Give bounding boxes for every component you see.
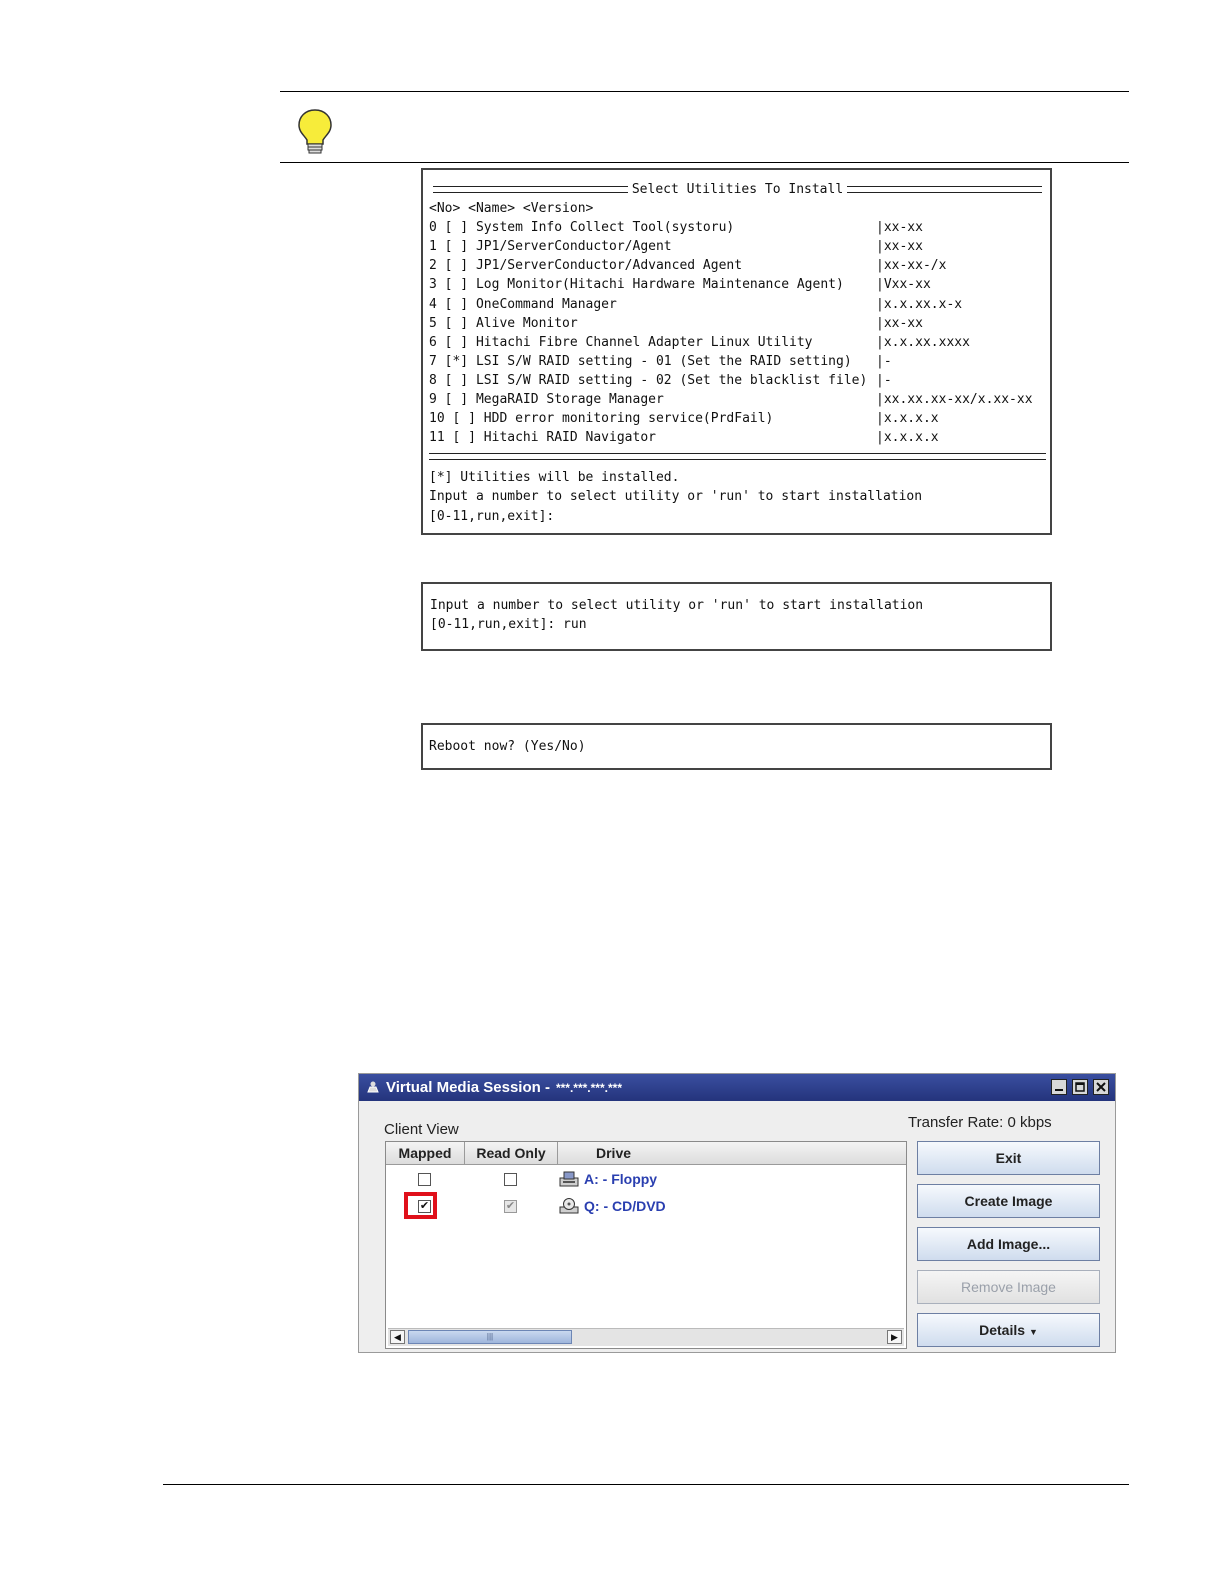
maximize-icon (1073, 1080, 1087, 1094)
utility-row (429, 275, 1046, 294)
host-address: ***.***.***.*** (555, 1081, 622, 1095)
cd-dvd-drive-icon (558, 1197, 580, 1215)
maximize-button[interactable] (1072, 1079, 1088, 1095)
minimize-button[interactable] (1051, 1079, 1067, 1095)
close-button[interactable] (1093, 1079, 1109, 1095)
scroll-left-icon[interactable]: ◀ (390, 1330, 405, 1344)
utility-row (429, 333, 1046, 352)
utility-row (429, 428, 1046, 447)
drive-table (385, 1141, 907, 1349)
header-divider-left (433, 186, 628, 193)
lightbulb-icon (296, 108, 334, 156)
details-button-label: Details (979, 1322, 1026, 1338)
utility-version: |x.x.x.x (876, 411, 939, 427)
virtual-media-window (358, 1073, 1116, 1353)
utility-name: 10 [ ] HDD error monitoring service(PrdFail) (429, 411, 774, 427)
column-headings: <No> <Name> <Version> (429, 201, 594, 217)
utility-name: 0 [ ] System Info Collect Tool(systoru) (429, 220, 735, 236)
utility-list (429, 218, 1046, 447)
list-divider (429, 453, 1046, 460)
utility-version: |xx-xx (876, 239, 923, 255)
mapped-checkbox-floppy[interactable] (418, 1173, 431, 1186)
utility-version: |xx-xx (876, 315, 923, 331)
utility-row (429, 409, 1046, 428)
utility-row (429, 237, 1046, 256)
remove-image-button: Remove Image (917, 1270, 1100, 1304)
add-image-button[interactable]: Add Image... (917, 1227, 1100, 1261)
utility-name: 6 [ ] Hitachi Fibre Channel Adapter Linux Utility (429, 334, 813, 350)
utility-version: |Vxx-xx (876, 277, 931, 293)
reboot-prompt[interactable]: Reboot now? (Yes/No) (429, 739, 586, 754)
utility-name: 7 [*] LSI S/W RAID setting - 01 (Set the RAID setting) (429, 353, 852, 369)
utility-version: |- (876, 372, 892, 388)
column-header-mapped[interactable]: Mapped (386, 1142, 465, 1165)
minimize-icon (1052, 1080, 1066, 1094)
utility-row (429, 256, 1046, 275)
prompt-input[interactable]: [0-11,run,exit]: run (430, 617, 587, 633)
exit-button[interactable]: Exit (917, 1141, 1100, 1175)
note-top-rule (280, 91, 1129, 92)
utility-version: |xx-xx-/x (876, 258, 947, 274)
java-app-icon (365, 1079, 381, 1095)
window-title: Virtual Media Session - ***.***.***.*** (386, 1079, 622, 1096)
prompt-instruction: Input a number to select utility or 'run' to start installation (429, 489, 923, 505)
read-only-checkbox-floppy[interactable] (504, 1173, 517, 1186)
column-header-read-only[interactable]: Read Only (465, 1142, 558, 1165)
utility-version: |x.x.x.x (876, 430, 939, 446)
utility-version: |xx.xx.xx-xx/x.xx-xx (876, 392, 1033, 408)
utility-row (429, 390, 1046, 409)
details-button[interactable] (917, 1313, 1100, 1347)
floppy-drive-icon (558, 1170, 580, 1188)
horizontal-scrollbar[interactable] (388, 1328, 904, 1346)
utility-name: 3 [ ] Log Monitor(Hitachi Hardware Maintenance Agent) (429, 277, 844, 293)
utility-row (429, 314, 1046, 333)
transfer-rate: Transfer Rate: 0 kbps (908, 1114, 1052, 1131)
header-divider-right (847, 186, 1042, 193)
utility-version: |xx-xx (876, 220, 923, 236)
chevron-down-icon: ▼ (1028, 1327, 1038, 1337)
title-bar[interactable] (359, 1074, 1115, 1101)
prompt-input[interactable]: [0-11,run,exit]: (429, 508, 555, 524)
reboot-prompt-screen (421, 723, 1052, 770)
scroll-right-icon[interactable]: ▶ (887, 1330, 902, 1344)
close-icon (1094, 1080, 1108, 1094)
utility-name: 5 [ ] Alive Monitor (429, 315, 578, 331)
utility-name: 8 [ ] LSI S/W RAID setting - 02 (Set the blacklist file) (429, 372, 868, 388)
page-footer-rule (163, 1484, 1129, 1485)
utility-name: 2 [ ] JP1/ServerConductor/Advanced Agent (429, 258, 743, 274)
utility-version: |- (876, 353, 892, 369)
utility-row (429, 371, 1046, 390)
utility-row (429, 352, 1046, 371)
utility-name: 9 [ ] MegaRAID Storage Manager (429, 392, 664, 408)
scroll-thumb[interactable]: ||| (408, 1330, 572, 1344)
utility-name: 1 [ ] JP1/ServerConductor/Agent (429, 239, 672, 255)
utility-version: |x.x.xx.x-x (876, 296, 963, 312)
utility-name: 11 [ ] Hitachi RAID Navigator (429, 430, 656, 446)
prompt-instruction: Input a number to select utility or 'run' to start installation (430, 598, 924, 613)
mapped-checkbox-highlight (404, 1192, 437, 1219)
mapped-checkbox-cd-dvd[interactable]: ✔ (419, 1200, 430, 1212)
drive-label-cd-dvd[interactable]: Q: - CD/DVD (584, 1198, 666, 1214)
drive-label-floppy[interactable]: A: - Floppy (584, 1171, 658, 1187)
utility-name: 4 [ ] OneCommand Manager (429, 296, 617, 312)
screen-header-title: Select Utilities To Install (631, 182, 844, 197)
run-install-screen (421, 582, 1052, 651)
utility-row (429, 295, 1046, 314)
note-bottom-rule (280, 162, 1129, 163)
client-view-label: Client View (384, 1121, 459, 1138)
screen-header (429, 180, 1046, 199)
create-image-button[interactable]: Create Image (917, 1184, 1100, 1218)
read-only-checkbox-cd-dvd: ✔ (505, 1200, 516, 1212)
utility-select-screen (421, 168, 1052, 535)
legend-line: [*] Utilities will be installed. (429, 470, 680, 486)
column-header-drive[interactable]: Drive (558, 1142, 906, 1165)
utility-version: |x.x.xx.xxxx (876, 334, 970, 350)
utility-row (429, 218, 1046, 237)
